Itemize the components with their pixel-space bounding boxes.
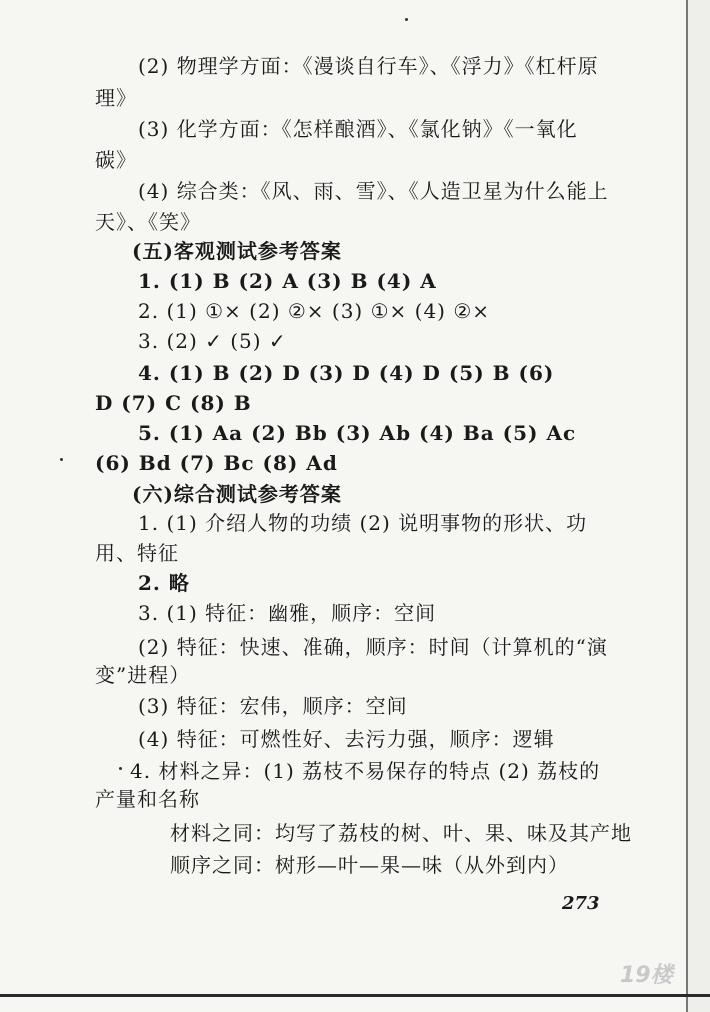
answer-line: 4. (1) B (2) D (3) D (4) D (5) B (6) (138, 361, 555, 385)
text-line: 理》 (95, 86, 137, 110)
answer-line: 5. (1) Aa (2) Bb (3) Ab (4) Ba (5) Ac (138, 421, 577, 445)
answer-line: 4. 材料之异：(1) 荔枝不易保存的特点 (2) 荔枝的 (130, 759, 601, 783)
page-margin (688, 0, 710, 1012)
watermark-logo: 19楼 (620, 963, 673, 988)
answer-line: 3. (2) ✓ (5) ✓ (138, 329, 287, 353)
answer-line: 2. (1) ①× (2) ②× (3) ①× (4) ②× (138, 299, 491, 323)
text-line: (4) 综合类：《风、雨、雪》、《人造卫星为什么能上 (138, 179, 609, 203)
answer-line: 顺序之同：树形—叶—果—味（从外到内） (170, 853, 569, 877)
bottom-rule (0, 994, 710, 997)
answer-line: 用、特征 (95, 541, 179, 565)
ink-speck (60, 458, 63, 461)
answer-line: 1. (1) B (2) A (3) B (4) A (138, 269, 437, 293)
ink-speck (405, 18, 408, 21)
answer-line: (2) 特征：快速、准确，顺序：时间（计算机的“演 (138, 635, 608, 659)
page-number: 273 (562, 893, 600, 914)
answer-line: 产量和名称 (95, 787, 200, 811)
answer-line: 2. 略 (138, 571, 190, 595)
page-edge-line (686, 0, 688, 1012)
text-line: (3) 化学方面：《怎样酿酒》、《氯化钠》《一氧化 (138, 117, 578, 141)
answer-line: 3. (1) 特征：幽雅，顺序：空间 (138, 601, 437, 625)
text-line: 碳》 (95, 148, 137, 172)
answer-line: 变”进程） (95, 663, 191, 687)
answer-line: (6) Bd (7) Bc (8) Ad (95, 451, 338, 475)
section-heading: (六)综合测试参考答案 (132, 482, 342, 506)
answer-line: (3) 特征：宏伟，顺序：空间 (138, 694, 408, 718)
ink-speck (119, 767, 122, 770)
answer-line: D (7) C (8) B (95, 391, 252, 415)
answer-line: 材料之同：均写了荔枝的树、叶、果、味及其产地 (170, 821, 632, 845)
answer-line: (4) 特征：可燃性好、去污力强，顺序：逻辑 (138, 727, 555, 751)
section-heading: (五)客观测试参考答案 (132, 239, 342, 263)
text-line: 天》、《笑》 (95, 210, 201, 234)
text-line: (2) 物理学方面：《漫谈自行车》、《浮力》《杠杆原 (138, 54, 599, 78)
answer-line: 1. (1) 介绍人物的功绩 (2) 说明事物的形状、功 (138, 511, 588, 535)
